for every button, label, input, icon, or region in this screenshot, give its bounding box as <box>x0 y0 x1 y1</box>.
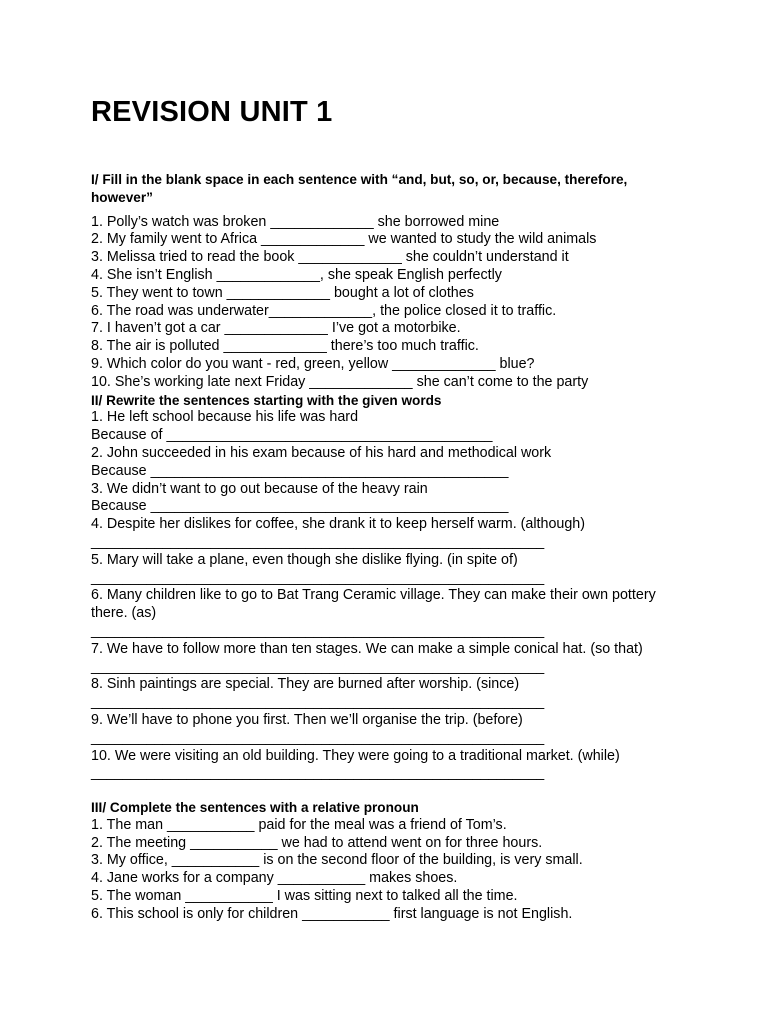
list-item: 8. Sinh paintings are special. They are burned after worship. (since) <box>91 676 520 693</box>
spacer <box>91 207 691 214</box>
list-item: 2. My family went to Africa _____________ we wanted to study the wild animals <box>91 231 597 248</box>
answer-line: _________________________________________________________ <box>91 533 545 550</box>
list-item: 8. The air is polluted _____________ there’s too much traffic. <box>91 338 479 355</box>
answer-line: _________________________________________________________ <box>91 622 545 639</box>
list-item: 2. The meeting ___________ we had to attend went on for three hours. <box>91 834 543 851</box>
list-item: 3. We didn’t want to go out because of the heavy rain <box>91 480 428 497</box>
list-item: 6. Many children like to go to Bat Trang Ceramic village. They can make their own pottery there. (as) <box>91 587 656 622</box>
answer-line: _________________________________________________________ <box>91 658 545 675</box>
section-1-list <box>91 214 691 392</box>
answer-line: Because of _________________________________________ <box>91 427 493 444</box>
answer-line: _________________________________________________________ <box>91 694 545 711</box>
list-item: 3. My office, ___________ is on the second floor of the building, is very small. <box>91 852 583 869</box>
list-item: 6. The road was underwater_____________, the police closed it to traffic. <box>91 302 557 319</box>
worksheet-content <box>91 171 691 924</box>
section-2-list <box>91 409 691 783</box>
list-item: 3. Melissa tried to read the book _____________ she couldn’t understand it <box>91 249 569 266</box>
page-title: REVISION UNIT 1 <box>91 96 333 128</box>
list-item: 1. Polly’s watch was broken _____________ she borrowed mine <box>91 213 500 230</box>
list-item: 6. This school is only for children ___________ first language is not English. <box>91 905 573 922</box>
spacer <box>91 783 691 799</box>
list-item: 9. Which color do you want - red, green, yellow _____________ blue? <box>91 355 535 372</box>
section-3-list <box>91 817 691 924</box>
list-item: 10. She’s working late next Friday _____________ she can’t come to the party <box>91 373 589 390</box>
answer-line: _________________________________________________________ <box>91 765 545 782</box>
list-item: 5. The woman ___________ I was sitting next to talked all the time. <box>91 888 518 905</box>
section-2-heading: II/ Rewrite the sentences starting with the given words <box>91 392 442 408</box>
list-item: 4. She isn’t English _____________, she speak English perfectly <box>91 266 502 283</box>
section-3-heading: III/ Complete the sentences with a relative pronoun <box>91 800 419 816</box>
answer-line: _________________________________________________________ <box>91 729 545 746</box>
list-item: 4. Despite her dislikes for coffee, she drank it to keep herself warm. (although) <box>91 516 586 533</box>
answer-line: Because _____________________________________________ <box>91 498 509 515</box>
list-item: 1. The man ___________ paid for the meal was a friend of Tom’s. <box>91 816 507 833</box>
list-item: 7. I haven’t got a car _____________ I’ve got a motorbike. <box>91 320 461 337</box>
list-item: 1. He left school because his life was hard <box>91 409 359 426</box>
list-item: 7. We have to follow more than ten stages. We can make a simple conical hat. (so that) <box>91 640 643 657</box>
section-1-heading: I/ Fill in the blank space in each sentence with “and, but, so, or, because, therefore, however” <box>91 172 628 205</box>
list-item: 4. Jane works for a company ___________ makes shoes. <box>91 870 458 887</box>
list-item: 2. John succeeded in his exam because of his hard and methodical work <box>91 444 552 461</box>
list-item: 5. Mary will take a plane, even though she dislike flying. (in spite of) <box>91 551 518 568</box>
list-item: 5. They went to town _____________ bought a lot of clothes <box>91 284 474 301</box>
list-item: 9. We’ll have to phone you first. Then we’ll organise the trip. (before) <box>91 711 523 728</box>
answer-line: _________________________________________________________ <box>91 569 545 586</box>
answer-line: Because _____________________________________________ <box>91 462 509 479</box>
list-item: 10. We were visiting an old building. They were going to a traditional market. (while) <box>91 747 620 764</box>
